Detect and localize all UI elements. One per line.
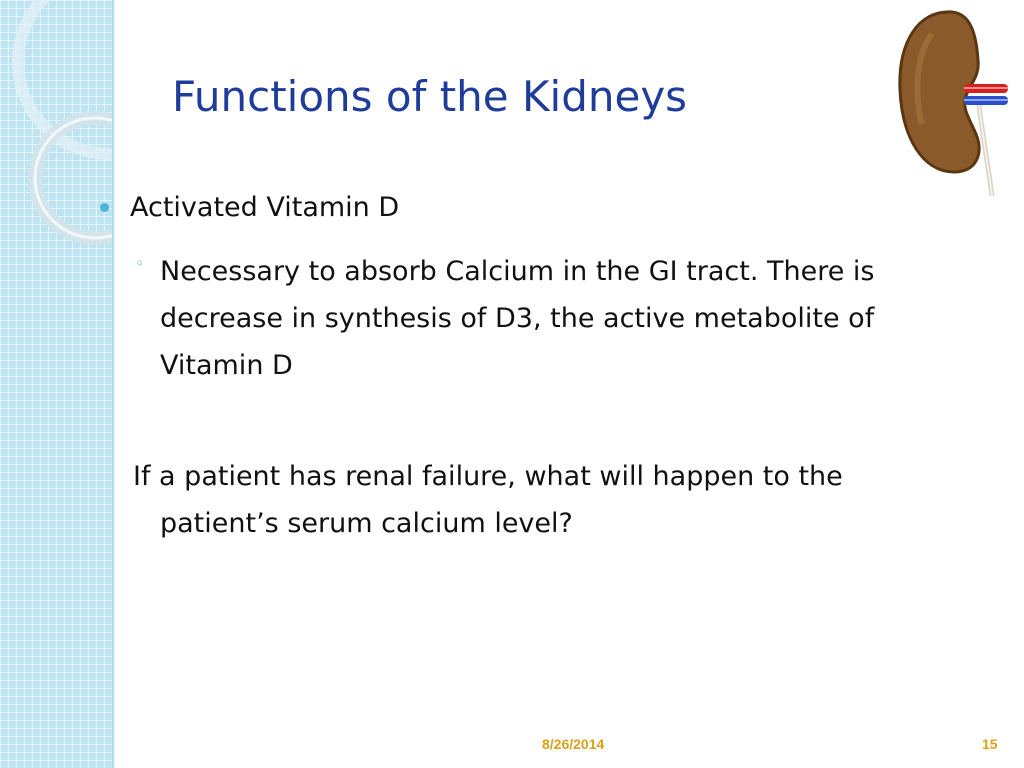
sub-bullet-text: Necessary to absorb Calcium in the GI tract. There is decrease in synthesis of D3, the active metabolite of Vitamin D xyxy=(160,256,875,381)
side-decoration-panel xyxy=(0,0,112,768)
sub-bullet-circle-icon: ◦ xyxy=(135,254,145,273)
page-number: 15 xyxy=(982,736,998,752)
question-text: If a patient has renal failure, what will happen to the patient’s serum calcium level? xyxy=(133,461,843,539)
footer-date: 8/26/2014 xyxy=(542,736,605,752)
kidney-icon xyxy=(892,4,1014,200)
bullet-activated-vitamin-d: Activated Vitamin D xyxy=(130,192,400,223)
bullet-dot xyxy=(100,203,109,212)
slide-title: Functions of the Kidneys xyxy=(172,72,688,121)
side-panel-edge xyxy=(112,0,115,768)
ring-decoration xyxy=(0,0,112,768)
